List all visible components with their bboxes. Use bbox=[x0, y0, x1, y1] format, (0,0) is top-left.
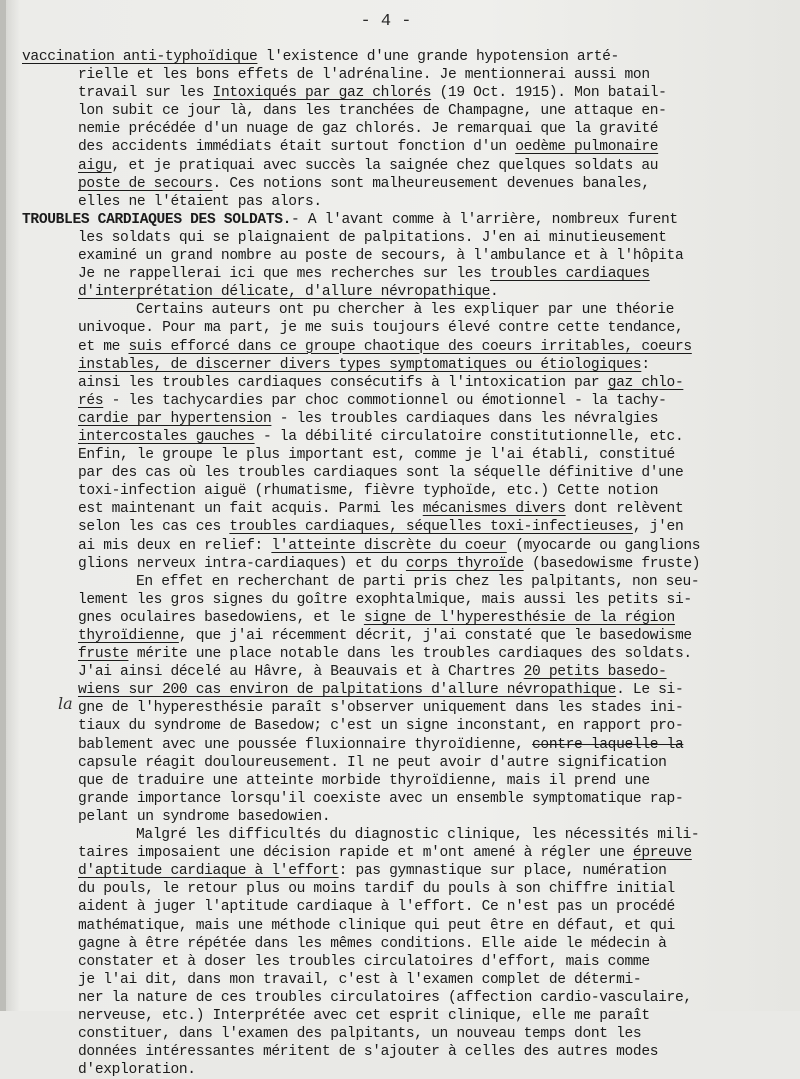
line-text: mérite une place notable dans les troubles cardiaques des soldats. bbox=[128, 646, 692, 663]
text-line bbox=[22, 862, 800, 880]
text-line bbox=[22, 1025, 800, 1043]
text-line bbox=[22, 48, 800, 66]
line-text: (myocarde ou ganglions bbox=[506, 537, 701, 554]
underlined-text: troubles cardiaques bbox=[489, 266, 650, 283]
text-line bbox=[22, 645, 800, 663]
body-text bbox=[22, 48, 800, 1079]
line-text: Malgré les difficultés du diagnostic clinique, les nécessités mili- bbox=[136, 827, 700, 844]
line-text: que de traduire une atteinte morbide thyroïdienne, mais il prend une bbox=[78, 772, 650, 789]
underlined-text: l'atteinte discrète du coeur bbox=[271, 537, 507, 554]
line-text: Je ne rappellerai ici que mes recherches sur les bbox=[78, 266, 490, 283]
line-text: et me bbox=[78, 338, 129, 355]
line-text: . bbox=[489, 284, 499, 301]
text-line bbox=[22, 464, 800, 482]
line-text: est maintenant un fait acquis. Parmi les bbox=[78, 501, 423, 518]
underlined-text: thyroïdienne bbox=[78, 628, 179, 644]
section-heading: TROUBLES CARDIAQUES DES SOLDATS. bbox=[22, 211, 292, 228]
text-line bbox=[22, 699, 800, 717]
underlined-text: corps thyroïde bbox=[405, 555, 524, 572]
text-line bbox=[22, 537, 800, 555]
line-text: d'exploration. bbox=[78, 1062, 196, 1079]
text-line bbox=[22, 935, 800, 953]
underlined-text: cardie par hypertension bbox=[78, 410, 272, 427]
line-text: (basedowisme fruste) bbox=[523, 555, 701, 572]
line-text: gagne à être répétée dans les mêmes conditions. Elle aide le médecin à bbox=[78, 935, 667, 952]
underlined-text: 20 petits basedo- bbox=[523, 664, 667, 681]
line-text: , et je pratiquai avec succès la saignée chez quelques soldats au bbox=[111, 157, 659, 174]
text-line bbox=[22, 1007, 800, 1025]
line-text: constater et à doser les troubles circulatoires d'effort, mais comme bbox=[78, 953, 650, 970]
text-line bbox=[22, 428, 800, 446]
line-text: (19 Oct. 1915). Mon batail- bbox=[431, 85, 667, 102]
text-line bbox=[22, 898, 800, 916]
underlined-text: suis efforcé dans ce groupe chaotique des coeurs irritables, coeurs bbox=[128, 338, 692, 355]
line-text: , j'en bbox=[632, 519, 684, 536]
underlined-text: d'interprétation délicate, d'allure névropathique bbox=[78, 284, 490, 301]
text-line bbox=[22, 772, 800, 790]
line-text: taires imposaient une décision rapide et m'ont amené à régler une bbox=[78, 845, 633, 862]
text-line bbox=[22, 754, 800, 772]
text-line bbox=[22, 681, 800, 699]
line-text: ai mis deux en relief: bbox=[78, 537, 272, 554]
line-text: l'existence d'une grande hypotension arté- bbox=[257, 49, 619, 65]
text-line bbox=[22, 66, 800, 84]
line-text: gnes oculaires basedowiens, et le bbox=[78, 609, 364, 626]
line-text: dont relèvent bbox=[565, 501, 684, 518]
text-line bbox=[22, 736, 800, 754]
text-line bbox=[22, 120, 800, 138]
underlined-text: poste de secours bbox=[78, 175, 213, 192]
text-line bbox=[22, 211, 800, 229]
text-line bbox=[22, 229, 800, 247]
underlined-text: vaccination anti-typhoïdique bbox=[22, 49, 258, 65]
line-text: : bbox=[641, 356, 650, 373]
line-text: lon subit ce jour là, dans les tranchées de Champagne, une attaque en- bbox=[78, 103, 667, 120]
text-line bbox=[22, 591, 800, 609]
underlined-text: d'aptitude cardiaque à l'effort bbox=[78, 863, 339, 880]
text-line bbox=[22, 392, 800, 410]
line-text: univoque. Pour ma part, je me suis toujours élevé contre cette tendance, bbox=[78, 320, 684, 337]
line-text: . Ces notions sont malheureusement devenues banales, bbox=[212, 175, 650, 192]
text-line bbox=[22, 971, 800, 989]
text-line bbox=[22, 84, 800, 102]
line-text: glions nerveux intra-cardiaques) et du bbox=[78, 555, 406, 572]
text-line bbox=[22, 319, 800, 337]
line-text: ainsi les troubles cardiaques consécutifs à l'intoxication par bbox=[78, 374, 608, 391]
underlined-text: gaz chlo- bbox=[607, 374, 684, 391]
line-text: les soldats qui se plaignaient de palpitations. J'en ai minutieusement bbox=[78, 229, 667, 246]
line-text: - les tachycardies par choc commotionnel ou émotionnel - la tachy- bbox=[103, 392, 667, 409]
underlined-text: troubles cardiaques, séquelles toxi-infectieuses bbox=[229, 519, 633, 536]
text-line bbox=[22, 374, 800, 392]
text-line bbox=[22, 953, 800, 971]
underlined-text: signe de l'hyperesthésie de la région bbox=[363, 609, 675, 626]
text-line bbox=[22, 265, 800, 283]
text-line bbox=[22, 826, 800, 844]
line-text: - les troubles cardiaques dans les névralgies bbox=[271, 410, 659, 427]
line-text: Certains auteurs ont pu chercher à les expliquer par une théorie bbox=[136, 302, 675, 319]
text-line bbox=[22, 446, 800, 464]
line-text: tiaux du syndrome de Basedow; c'est un signe inconstant, en rapport pro- bbox=[78, 718, 684, 735]
text-line bbox=[22, 247, 800, 265]
line-text: examiné un grand nombre au poste de secours, à l'ambulance et à l'hôpita bbox=[78, 248, 684, 265]
underlined-text: wiens sur 200 cas environ de palpitations d'allure névropathique bbox=[78, 682, 617, 699]
line-text: du pouls, le retour plus ou moins tardif du pouls à son chiffre initial bbox=[78, 881, 675, 898]
underlined-text: instables, de discerner divers types symptomatiques ou étiologiques bbox=[78, 356, 642, 373]
underlined-text: fruste bbox=[78, 646, 129, 663]
underlined-text: épreuve bbox=[632, 845, 692, 862]
text-line bbox=[22, 102, 800, 120]
text-line bbox=[22, 627, 800, 645]
line-text: - A l'avant comme à l'arrière, nombreux furent bbox=[291, 211, 678, 228]
struck-text: contre laquelle la bbox=[532, 736, 684, 753]
line-text: aident à juger l'aptitude cardiaque à l'effort. Ce n'est pas un procédé bbox=[78, 899, 675, 916]
line-text: nemie précédée d'un nuage de gaz chlorés. Je remarquai que la gravité bbox=[78, 121, 659, 138]
text-line bbox=[22, 193, 800, 211]
line-text: J'ai ainsi décelé au Hâvre, à Beauvais et à Chartres bbox=[78, 664, 524, 681]
underlined-text: Intoxiqués par gaz chlorés bbox=[212, 85, 432, 102]
text-line bbox=[22, 808, 800, 826]
text-line bbox=[22, 482, 800, 500]
page-number: - 4 - bbox=[360, 12, 412, 31]
line-text: Enfin, le groupe le plus important est, comme je l'ai établi, constitué bbox=[78, 447, 675, 464]
line-text: lement les gros signes du goître exophtalmique, mais aussi les petits si- bbox=[78, 591, 692, 608]
line-text: travail sur les bbox=[78, 85, 213, 102]
text-line bbox=[22, 573, 800, 591]
line-text: . Le si- bbox=[616, 682, 684, 699]
text-line bbox=[22, 410, 800, 428]
text-line bbox=[22, 917, 800, 935]
text-line bbox=[22, 283, 800, 301]
line-text: nerveuse, etc.) Interprétée avec cet esprit clinique, elle me paraît bbox=[78, 1007, 650, 1024]
handwritten-margin-note: la bbox=[58, 694, 73, 713]
line-text: , que j'ai récemment décrit, j'ai constaté que le basedowisme bbox=[178, 628, 692, 644]
text-line bbox=[22, 500, 800, 518]
line-text: gne de l'hyperesthésie paraît s'observer uniquement dans les stades ini- bbox=[78, 700, 684, 717]
line-text: grande importance lorsqu'il coexiste avec un ensemble symptomatique rap- bbox=[78, 790, 684, 807]
line-text: : pas gymnastique sur place, numération bbox=[338, 863, 667, 880]
text-line bbox=[22, 609, 800, 627]
text-line bbox=[22, 844, 800, 862]
line-text: En effet en recherchant de parti pris chez les palpitants, non seu- bbox=[136, 573, 700, 590]
text-line bbox=[22, 157, 800, 175]
line-text: - la débilité circulatoire constitutionnelle, etc. bbox=[254, 428, 684, 445]
line-text: capsule réagit douloureusement. Il ne peut avoir d'autre signification bbox=[78, 754, 667, 771]
underlined-text: intercostales gauches bbox=[78, 428, 255, 445]
line-text: constituer, dans l'examen des palpitants, un nouveau temps dont les bbox=[78, 1026, 642, 1043]
text-line bbox=[22, 518, 800, 536]
text-line bbox=[22, 356, 800, 374]
text-line bbox=[22, 880, 800, 898]
line-text: je l'ai dit, dans mon travail, c'est à l'examen complet de détermi- bbox=[78, 971, 642, 988]
text-line bbox=[22, 663, 800, 681]
text-line bbox=[22, 138, 800, 156]
text-line bbox=[22, 1061, 800, 1079]
text-line bbox=[22, 175, 800, 193]
line-text: par des cas où les troubles cardiaques sont la séquelle définitive d'une bbox=[78, 465, 684, 482]
line-text: ner la nature de ces troubles circulatoires (affection cardio-vasculaire, bbox=[78, 989, 692, 1006]
text-line bbox=[22, 717, 800, 735]
line-text: mathématique, mais une méthode clinique qui peut être en défaut, et qui bbox=[78, 917, 675, 934]
underlined-text: aigu bbox=[78, 157, 112, 174]
line-text: toxi-infection aiguë (rhumatisme, fièvre typhoïde, etc.) Cette notion bbox=[78, 483, 659, 500]
line-text: selon les cas ces bbox=[78, 519, 230, 536]
text-line bbox=[22, 301, 800, 319]
line-text: des accidents immédiats était surtout fonction d'un bbox=[78, 139, 516, 156]
line-text: pelant un syndrome basedowien. bbox=[78, 808, 331, 825]
line-text: données intéressantes méritent de s'ajouter à celles des autres modes bbox=[78, 1044, 659, 1061]
text-line bbox=[22, 989, 800, 1007]
underlined-text: oedème pulmonaire bbox=[515, 139, 659, 156]
text-line bbox=[22, 338, 800, 356]
text-line bbox=[22, 790, 800, 808]
text-line bbox=[22, 555, 800, 573]
line-text: rielle et les bons effets de l'adrénaline. Je mentionnerai aussi mon bbox=[78, 67, 650, 84]
line-text: elles ne l'étaient pas alors. bbox=[78, 193, 322, 210]
underlined-text: mécanismes divers bbox=[422, 501, 566, 518]
underlined-text: rés bbox=[78, 392, 104, 409]
line-text: bablement avec une poussée fluxionnaire thyroïdienne, bbox=[78, 736, 533, 753]
text-line bbox=[22, 1043, 800, 1061]
